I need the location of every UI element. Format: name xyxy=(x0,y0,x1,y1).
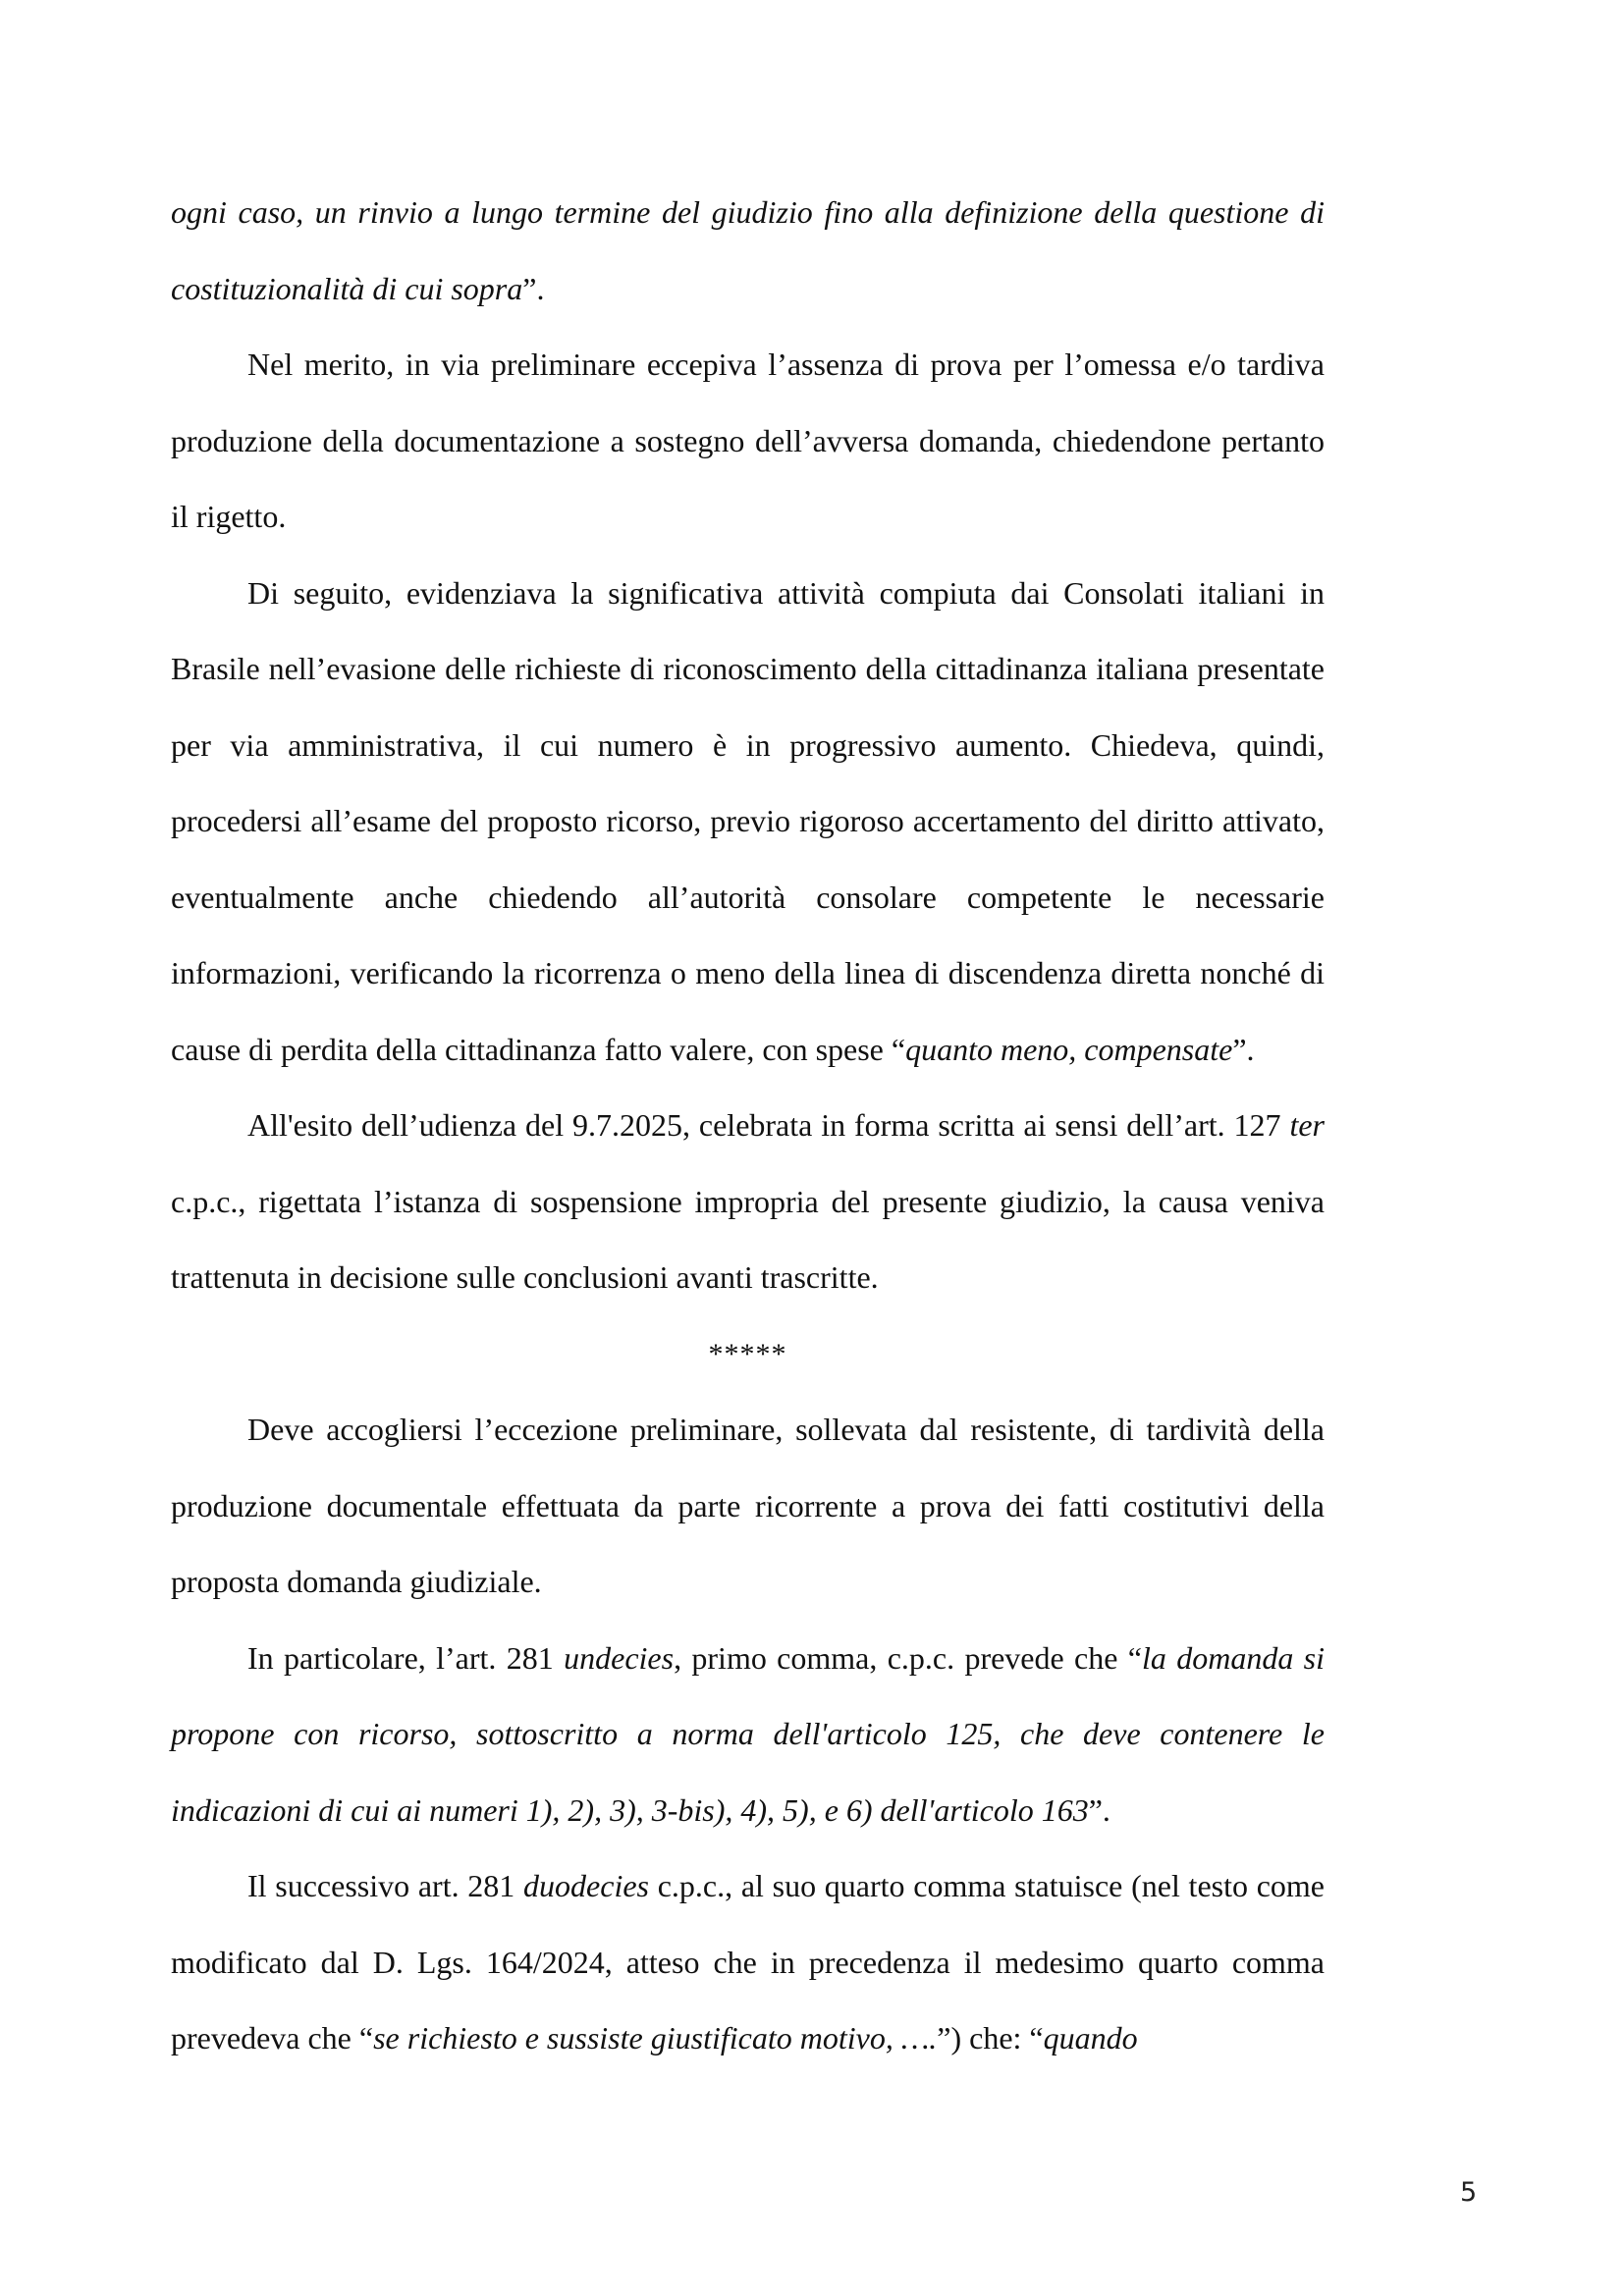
italic-text: duodecies xyxy=(523,1868,649,1903)
paragraph xyxy=(171,556,1325,1089)
text-segment: Deve accogliersi l’eccezione preliminare, sollevata dal resistente, di tardività della produzione documentale effettuata da parte ricorrente a prova dei fatti costitutivi della proposta domanda giudiziale. xyxy=(171,1412,1325,1599)
text-segment: Nel merito, in via preliminare eccepiva l’assenza di prova per l’omessa e/o tardiva produzione della documentazione a sostegno dell’avversa domanda, chiedendone pertanto il rigetto. xyxy=(171,347,1325,534)
italic-text: ogni caso, un rinvio a lungo termine del giudizio fino alla definizione della questione di costituzionalità di cui sopra xyxy=(171,194,1325,306)
italic-text: undecies xyxy=(564,1639,675,1676)
text-segment: ”) che: “ xyxy=(937,2020,1044,2056)
text-segment: Il successivo art. 281 xyxy=(247,1868,524,1903)
paragraph xyxy=(171,1392,1325,1621)
text-segment: ***** xyxy=(708,1337,787,1370)
text-segment: ”. xyxy=(522,270,545,306)
text-segment: , primo comma, c.p.c. prevede che “ xyxy=(674,1639,1142,1676)
paragraph xyxy=(171,1621,1325,1849)
text-segment: ”. xyxy=(1088,1791,1110,1828)
text-segment: ”. xyxy=(1232,1031,1255,1067)
section-separator xyxy=(171,1316,1325,1393)
paragraph xyxy=(171,327,1325,556)
paragraph xyxy=(171,1088,1325,1316)
body-text xyxy=(171,175,1325,2077)
text-segment: c.p.c., rigettata l’istanza di sospensione impropria del presente giudizio, la causa veniva trattenuta in decisione sulle conclusioni avanti trascritte. xyxy=(171,1183,1325,1295)
text-segment: Di seguito, evidenziava la significativa attività compiuta dai Consolati italiani in Brasile nell’evasione delle richieste di riconoscimento della cittadinanza italiana presentate per via amministrativa, il cui numero è in progressivo aumento. Chiedeva, quindi, procedersi all’esame del proposto ricorso, previo rigoroso accertamento del diritto attivato, eventualmente anche chiedendo all’autorità consolare competente le necessarie informazioni, verificando la ricorrenza o meno della linea di discendenza diretta nonché di cause di perdita della cittadinanza fatto valere, con spese “ xyxy=(171,574,1325,1067)
page-number: 5 xyxy=(1460,2177,1478,2208)
italic-text: la domanda si propone con ricorso, sottoscritto a norma dell'articolo 125, che deve contenere le indicazioni di cui ai numeri 1), 2), 3), 3-bis), 4), 5), e 6) dell'articolo 163 xyxy=(171,1639,1326,1828)
text-segment: All'esito dell’udienza del 9.7.2025, celebrata in forma scritta ai sensi dell’art. 127 xyxy=(247,1107,1290,1143)
italic-text: se richiesto e sussiste giustificato motivo, …. xyxy=(373,2020,938,2056)
italic-text: quanto meno, compensate xyxy=(905,1031,1233,1067)
paragraph xyxy=(171,175,1325,327)
paragraph xyxy=(171,1848,1325,2077)
italic-text: quando xyxy=(1043,2020,1138,2056)
text-segment: In particolare, l’art. 281 xyxy=(247,1639,565,1676)
italic-text: ter xyxy=(1289,1107,1325,1143)
text-segment: c.p.c., al suo quarto comma statuisce (nel testo come modificato dal D. Lgs. 164/2024, atteso che in precedenza il medesimo quarto comma prevedeva che “ xyxy=(171,1868,1326,2056)
